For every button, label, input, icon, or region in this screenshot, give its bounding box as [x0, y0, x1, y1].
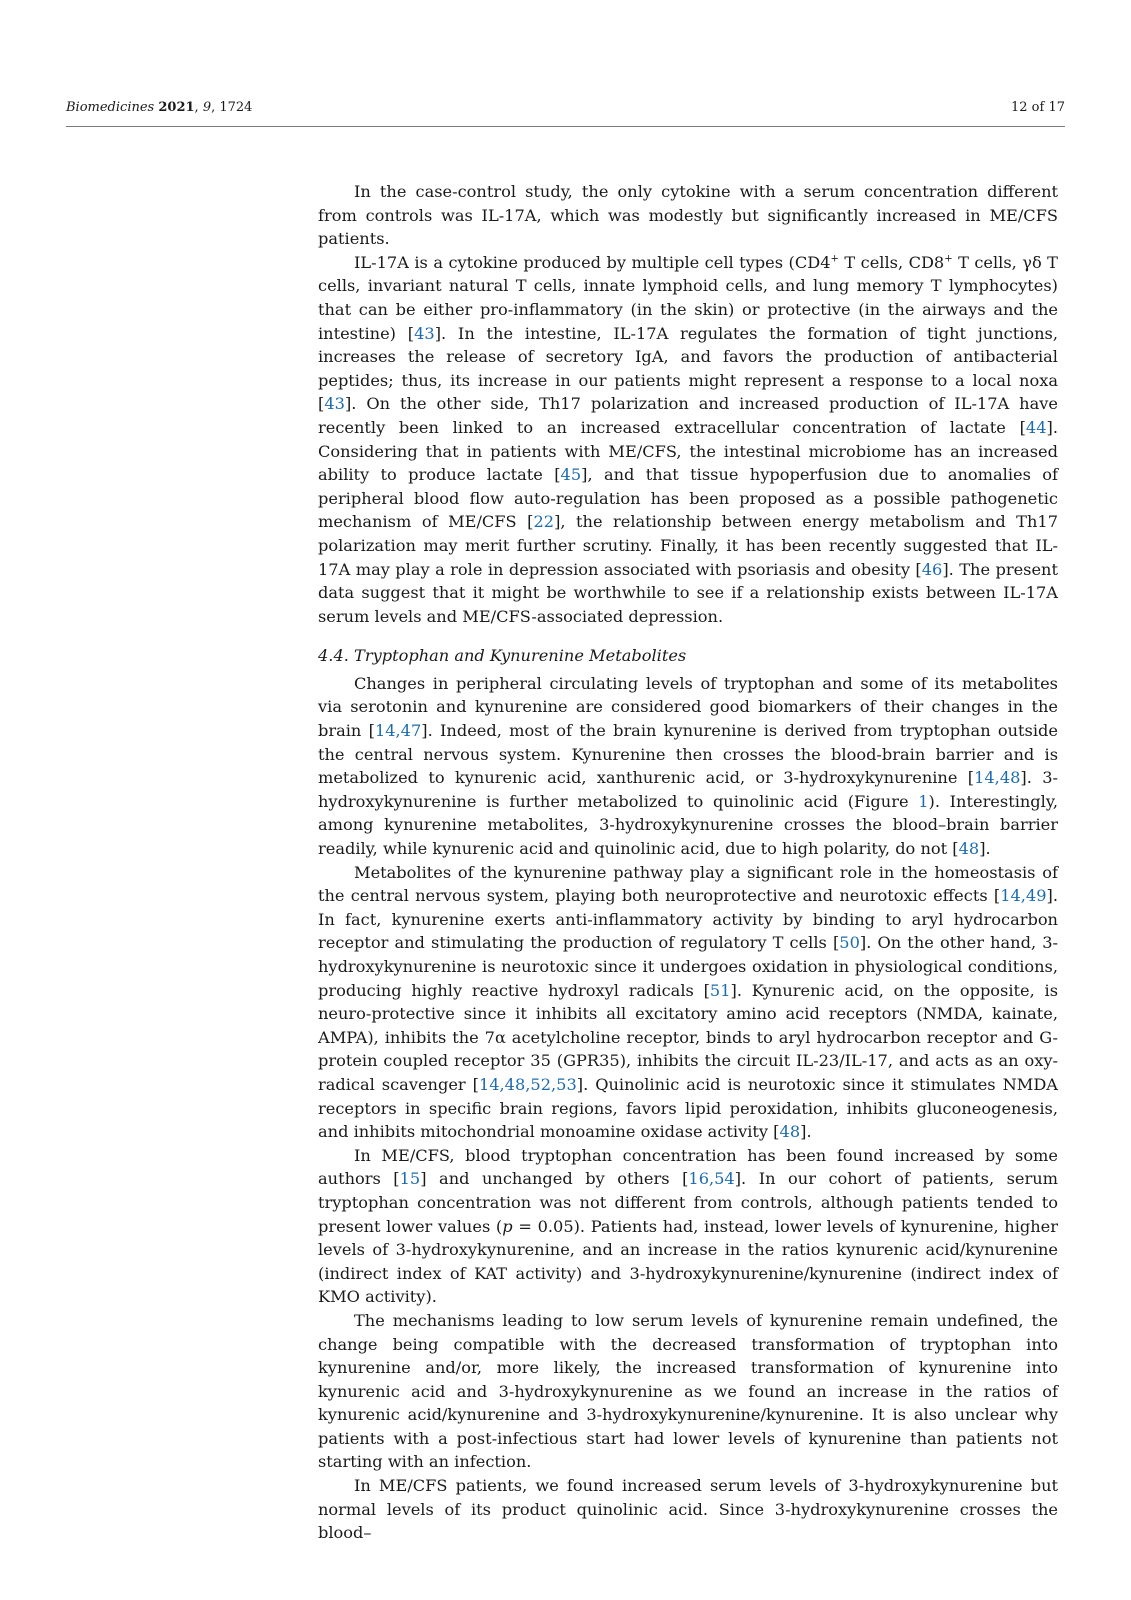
citation-link[interactable]: 43 [324, 394, 345, 414]
citation-link[interactable]: 51 [709, 980, 731, 1000]
paragraph-2: IL-17A is a cytokine produced by multiple cell types (CD4+ T cells, CD8+ T cells, γδ T cells, invariant natural T cells, innate lymphoid cells, and lung memory T lymphocytes) that can be either pro-inflammatory (in the skin) or protective (in the airways and the intestine) [43]. In the intestine, IL-17A regulates the formation of tight junctions, increases the release of secretory IgA, and favors the production of antibacterial peptides; thus, its increase in our patients might represent a response to a local noxa [43]. On the other side, Th17 polarization and increased production of IL-17A have recently been linked to an increased extracellular concentration of lactate [44]. Considering that in patients with ME/CFS, the intestinal microbiome has an increased ability to produce lactate [45], and that tissue hypoperfusion due to anomalies of peripheral blood flow auto-regulation has been proposed as a possible pathogenetic mechanism of ME/CFS [22], the relationship between energy metabolism and Th17 polarization may merit further scrutiny. Finally, it has been recently suggested that IL-17A may play a role in depression associated with psoriasis and obesity [46]. The present data suggest that it might be worthwhile to see if a relationship exists between IL-17A serum levels and ME/CFS-associated depression. [318, 252, 1059, 626]
journal-volume: 9 [202, 100, 212, 115]
citation-link[interactable]: 50 [839, 933, 860, 953]
citation-link[interactable]: 45 [560, 465, 582, 485]
figure-link[interactable]: 1 [918, 791, 929, 811]
section-heading [318, 644, 1058, 668]
paragraph-6: The mechanisms leading to low serum levels of kynurenine remain undefined, the change being compatible with the decreased transformation of tryptophan into kynurenine and/or, more likely, the increased transformation of kynurenine into kynurenic acid and 3-hydroxykynurenine as we found an increase in the ratios of kynurenic acid/kynurenine and 3-hydroxykynurenine/kynurenine. It is also unclear why patients with a post-infectious start had lower levels of kynurenine than patients not starting with an infection. [318, 1310, 1058, 1472]
citation-link[interactable]: 14,47 [374, 721, 422, 741]
citation-link[interactable]: 48 [958, 839, 980, 859]
journal-name: Biomedicines [66, 100, 155, 115]
citation-link[interactable]: 48 [779, 1122, 801, 1142]
paragraph-1: In the case-control study, the only cytokine with a serum concentration different from controls was IL-17A, which was modestly but significantly increased in ME/CFS patients. [318, 182, 1058, 249]
citation-link[interactable]: 43 [414, 323, 435, 343]
page-header [66, 96, 1065, 127]
citation-link[interactable]: 16,54 [688, 1169, 735, 1189]
citation-link[interactable]: 22 [533, 512, 555, 532]
journal-citation: Biomedicines 2021, 9, 1724 [66, 100, 253, 115]
citation-link[interactable]: 14,49 [1000, 886, 1047, 906]
citation-link[interactable]: 14,48 [974, 768, 1021, 788]
paragraph-4: Metabolites of the kynurenine pathway play a significant role in the homeostasis of the central nervous system, playing both neuroprotective and neurotoxic effects [14,49]. In fact, kynurenine exerts anti-inflammatory activity by binding to aryl hydrocarbon receptor and stimulating the production of regulatory T cells [50]. On the other hand, 3-hydroxykynurenine is neurotoxic since it undergoes oxidation in physiological conditions, producing highly reactive hydroxyl radicals [51]. Kynurenic acid, on the opposite, is neuro-protective since it inhibits all excitatory amino acid receptors (NMDA, kainate, AMPA), inhibits the 7α acetylcholine receptor, binds to aryl hydrocarbon receptor and G-protein coupled receptor 35 (GPR35), inhibits the circuit IL-23/IL-17, and acts as an oxy-radical scavenger [14,48,52,53]. Quinolinic acid is neurotoxic since it stimulates NMDA receptors in specific brain regions, favors lipid peroxidation, inhibits gluconeogenesis, and inhibits mitochondrial monoamine oxidase activity [48]. [318, 862, 1059, 1142]
page-number: 12 of 17 [1011, 100, 1065, 115]
paragraph-7: In ME/CFS patients, we found increased serum levels of 3-hydroxykynurenine but normal levels of its product quinolinic acid. Since 3-hydroxykynurenine crosses the blood– [318, 1476, 1058, 1543]
article-body [318, 180, 1058, 1545]
citation-link[interactable]: 14,48,52,53 [478, 1074, 577, 1094]
section-number: 4.4. [318, 646, 349, 666]
section-title: Tryptophan and Kynurenine Metabolites [354, 646, 687, 666]
superscript-plus: + [944, 253, 953, 265]
journal-year: 2021 [158, 100, 195, 115]
citation-link[interactable]: 15 [399, 1169, 421, 1189]
superscript-plus: + [830, 253, 839, 265]
article-number: 1724 [219, 100, 253, 115]
p-value-symbol: p [502, 1216, 513, 1236]
citation-link[interactable]: 44 [1025, 417, 1047, 437]
paragraph-3: Changes in peripheral circulating levels of tryptophan and some of its metabolites via serotonin and kynurenine are considered good biomarkers of their changes in the brain [14,47]. Indeed, most of the brain kynurenine is derived from tryptophan outside the central nervous system. Kynurenine then crosses the blood-brain barrier and is metabolized to kynurenic acid, xanthurenic acid, or 3-hydroxykynurenine [14,48]. 3-hydroxykynurenine is further metabolized to quinolinic acid (Figure 1). Interestingly, among kynurenine metabolites, 3-hydroxykynurenine crosses the blood–brain barrier readily, while kynurenic acid and quinolinic acid, due to high polarity, do not [48]. [318, 673, 1058, 859]
paragraph-5: In ME/CFS, blood tryptophan concentration has been found increased by some authors [15] and unchanged by others [16,54]. In our cohort of patients, serum tryptophan concentration was not different from controls, although patients tended to present lower values (p = 0.05). Patients had, instead, lower levels of kynurenine, higher levels of 3-hydroxykynurenine, and an increase in the ratios kynurenic acid/kynurenine (indirect index of KAT activity) and 3-hydroxykynurenine/kynurenine (indirect index of KMO activity). [318, 1145, 1058, 1307]
citation-link[interactable]: 46 [921, 559, 943, 579]
